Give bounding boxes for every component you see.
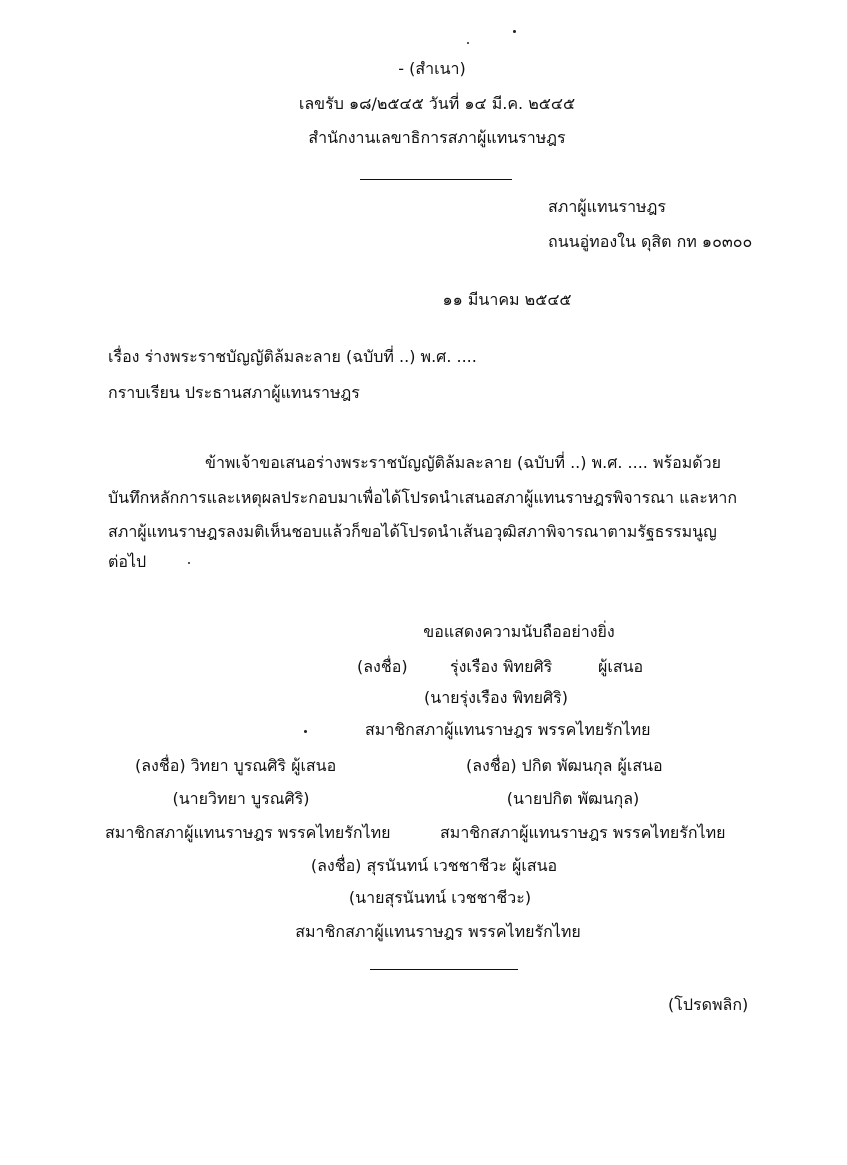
signatory-4-sign-line: (ลงชื่อ) สุรนันทน์ เวชชาชีวะ ผู้เสนอ [310,856,558,875]
letter-date: ๑๑ มีนาคม ๒๕๔๕ [442,290,572,309]
receipt-line: เลขรับ ๑๘/๒๕๔๕ วันที่ ๑๔ มี.ค. ๒๕๔๕ [298,94,576,113]
signatory-3-sign-line: (ลงชื่อ) ปกิต พัฒนกุล ผู้เสนอ [466,756,663,775]
signatory-1-sign-label: (ลงชื่อ) [357,657,408,676]
header-divider [360,179,512,180]
address-line-1: สภาผู้แทนราษฎร [548,197,666,216]
scan-speck [513,30,516,33]
office-name: สำนักงานเลขาธิการสภาผู้แทนราษฎร [308,128,566,147]
subject-line: เรื่อง ร่างพระราชบัญญัติล้มละลาย (ฉบับที่ ..) พ.ศ. .... [108,347,477,366]
signatory-1-position: สมาชิกสภาผู้แทนราษฎร พรรคไทยรักไทย [365,720,651,739]
body-line-4: ต่อไป [108,552,147,571]
closing-line: ขอแสดงความนับถืออย่างยิ่ง [423,622,615,641]
body-line-2: บันทึกหลักการและเหตุผลประกอบมาเพื่อได้โปรดนำเสนอสภาผู้แทนราษฎรพิจารณา และหาก [108,488,738,507]
signatory-2-position: สมาชิกสภาผู้แทนราษฎร พรรคไทยรักไทย [105,823,391,842]
turn-page-note: (โปรดพลิก) [668,995,749,1014]
scan-speck [467,42,469,44]
signatory-1-printed-name: (นายรุ่งเรือง พิทยศิริ) [424,688,568,707]
body-line-3: สภาผู้แทนราษฎรลงมติเห็นชอบแล้วก็ขอได้โปรดนำเส้นอวุฒิสภาพิจารณาตามรัฐธรรมนูญ [108,522,717,541]
salutation-line: กราบเรียน ประธานสภาผู้แทนราษฎร [108,383,360,402]
signatory-2-sign-line: (ลงชื่อ) วิทยา บูรณศิริ ผู้เสนอ [135,756,337,775]
address-line-2: ถนนอู่ทองใน ดุสิต กท ๑๐๓๐๐ [548,232,753,251]
signatory-4-position: สมาชิกสภาผู้แทนราษฎร พรรคไทยรักไทย [295,922,581,941]
signatory-3-position: สมาชิกสภาผู้แทนราษฎร พรรคไทยรักไทย [440,823,726,842]
signatory-1-name: รุ่งเรือง พิทยศิริ [450,657,553,676]
signatory-4-printed-name: (นายสุรนันทน์ เวชชาชีวะ) [348,888,532,907]
scan-speck [304,730,307,733]
body-line-1: ข้าพเจ้าขอเสนอร่างพระราชบัญญัติล้มละลาย (ฉบับที่ ..) พ.ศ. .... พร้อมด้วย [205,453,722,472]
copy-mark: - (สำเนา) [398,59,466,78]
signatory-3-printed-name: (นายปกิต พัฒนกุล) [506,789,640,808]
signatory-2-printed-name: (นายวิทยา บูรณศิริ) [172,789,310,808]
signatory-1-role: ผู้เสนอ [598,657,644,676]
footer-divider [370,969,518,970]
scan-speck [188,562,190,564]
